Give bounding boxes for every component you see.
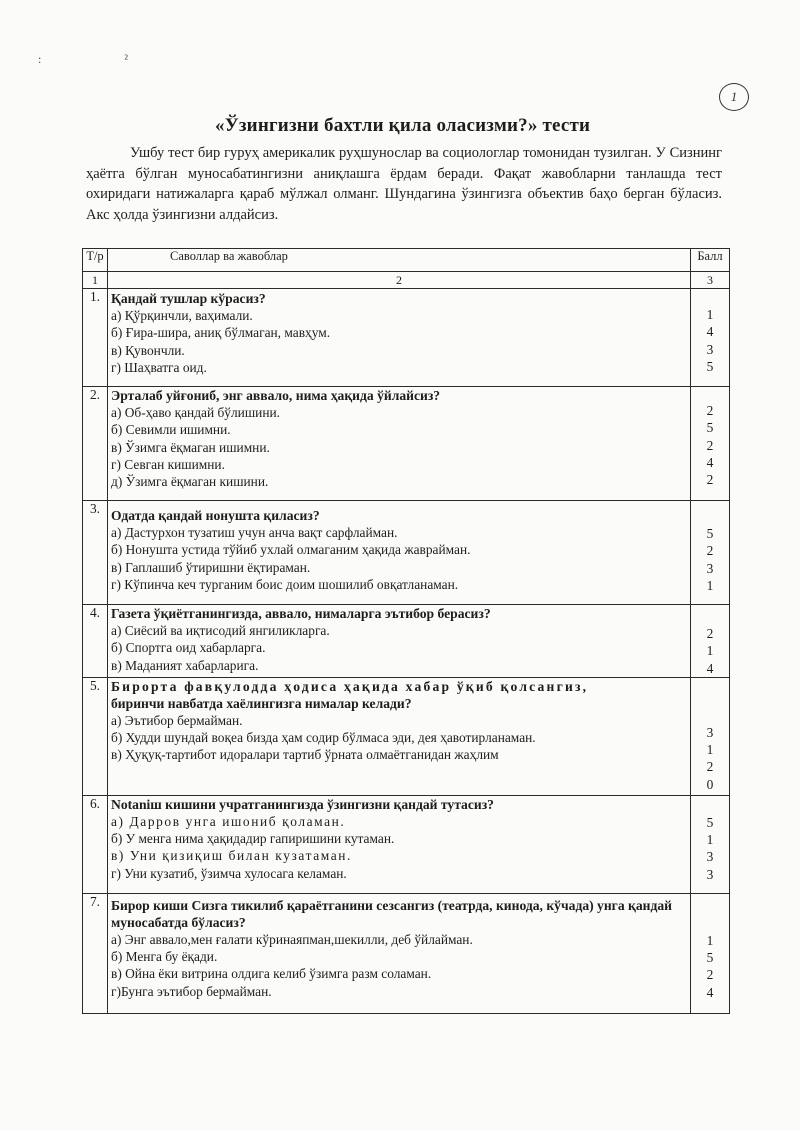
question-number: 5. <box>83 677 108 795</box>
points-value: 1 <box>706 932 714 948</box>
question-cell <box>108 795 691 893</box>
answer-option: б) У менга нима ҳақидадир гапиришини кутаман. <box>111 831 395 847</box>
points-value: 2 <box>706 472 714 488</box>
question-text: Газета ўқиётганингизда, аввало, нималарга эътибор берасиз? <box>111 606 491 621</box>
answer-option: а) Эътибор бермайман. <box>111 712 243 728</box>
answer-option: в) Ойна ёки витрина олдига келиб ўзимга разм соламан. <box>111 966 432 982</box>
points-cell <box>691 387 730 501</box>
points-value: 1 <box>706 577 714 593</box>
index-body: 2 <box>108 272 691 289</box>
answer-option: б) Нонушта устида тўйиб ухлай олмаганим ҳақида жаврайман. <box>111 542 471 558</box>
points-value: 5 <box>706 950 714 966</box>
page-number: 1 <box>719 83 749 111</box>
answer-option: в) Ҳуқуқ-тартибот идоралари тартиб ўрната олмаётганидан жаҳлим <box>111 747 499 763</box>
points-value: 2 <box>706 403 714 418</box>
points-cell <box>691 677 730 795</box>
points-value: 0 <box>706 776 714 792</box>
answer-option: г) Севган кишимни. <box>111 456 225 472</box>
question-row <box>83 893 730 1013</box>
answer-option: в) Маданият хабарларига. <box>111 657 259 673</box>
question-number: 7. <box>83 893 108 1013</box>
points-value: 4 <box>706 984 714 1000</box>
answer-option: г) Шаҳватга оид. <box>111 359 207 375</box>
header-questions: Саволлар ва жавоблар <box>108 249 691 272</box>
points-value: 3 <box>706 866 714 882</box>
question-text: Эрталаб уйғониб, энг аввало, нима ҳақида ўйлайсиз? <box>111 388 441 403</box>
points-value: 3 <box>706 560 714 576</box>
question-text: Қандай тушлар кўрасиз? <box>111 291 266 306</box>
answer-option: в) Ўзимга ёқмаган ишимни. <box>111 439 270 455</box>
question-number: 1. <box>83 289 108 387</box>
points-value: 3 <box>706 724 714 740</box>
answer-option: а) Сиёсий ва иқтисодий янгиликларга. <box>111 623 330 638</box>
points-value: 3 <box>706 849 714 865</box>
header-points: Балл <box>691 249 730 272</box>
points-value: 4 <box>706 660 714 676</box>
points-value: 2 <box>706 437 714 453</box>
question-number: 3. <box>83 501 108 605</box>
answer-option: б) Ғира-шира, аниқ бўлмаган, мавҳум. <box>111 325 331 341</box>
points-value: 5 <box>706 526 714 541</box>
points-value: 1 <box>706 742 714 758</box>
answer-option: г) Уни кузатиб, ўзимча хулосага келаман. <box>111 865 347 881</box>
question-cell <box>108 387 691 501</box>
answer-option: б) Худди шундай воқеа бизда ҳам содир бўлмаса эди, дея ҳавотирланаман. <box>111 730 536 746</box>
question-text: Notaniш кишини учратганингизда ўзингизни қандай тутасиз? <box>111 796 494 812</box>
table-header-row <box>83 249 730 272</box>
points-value: 5 <box>706 420 714 436</box>
points-value: 2 <box>706 543 714 559</box>
question-cell <box>108 893 691 1013</box>
page-title: «Ўзингизни бахтли қила оласизми?» тести <box>215 115 591 136</box>
question-cell <box>108 501 691 605</box>
question-cell <box>108 605 691 678</box>
points-cell <box>691 605 730 678</box>
question-number: 6. <box>83 795 108 893</box>
answer-option: а) Энг аввало,мен ғалати кўринаяпман,шекилли, деб ўйлайман. <box>111 931 473 947</box>
points-value: 5 <box>706 358 714 374</box>
points-cell <box>691 289 730 387</box>
question-row <box>83 501 730 605</box>
intro-paragraph: Ушбу тест бир гуруҳ америкалик руҳшунослар ва социологлар томонидан тузилган. У Сизнинг ҳаётга бўлган муносабатингизни аниқлашга ёрдам беради. Фақат жавобларни танлашда тест охиридаги натижаларга қараб мўлжал олманг. Шундагина ўзингизга объектив баҳо берган бўласиз. Акс ҳолда ўзингизни алдайсиз. <box>86 145 722 223</box>
scan-marks: : ² <box>38 52 168 66</box>
question-text-line1: Бирорта фавқулодда ҳодиса ҳақида хабар ўқиб қолсангиз, <box>111 678 589 694</box>
points-cell <box>691 795 730 893</box>
question-row <box>83 605 730 678</box>
question-number: 4. <box>83 605 108 678</box>
table-index-row <box>83 272 730 289</box>
answer-option: а) Қўрқинчли, ваҳимали. <box>111 308 253 323</box>
points-value: 4 <box>706 324 714 340</box>
points-value: 2 <box>706 626 714 641</box>
index-number: 1 <box>83 272 108 289</box>
answer-option: в) Қувончли. <box>111 342 185 358</box>
answer-option: б) Менга бу ёқади. <box>111 949 218 965</box>
points-cell <box>691 501 730 605</box>
answer-option: д) Ўзимга ёқмаган кишини. <box>111 474 269 490</box>
points-value: 1 <box>706 307 714 322</box>
points-value: 3 <box>706 341 714 357</box>
answer-option: а) Дастурхон тузатиш учун анча вақт сарфлайман. <box>111 525 398 540</box>
points-value: 1 <box>706 832 714 848</box>
question-row <box>83 289 730 387</box>
answer-option: в) Уни қизиқиш билан кузатаман. <box>111 848 352 864</box>
question-text: Бирор киши Сизга тикилиб қараётганини сезсангиз (театрда, кинода, кўчада) унга қандай муносабатда бўласиз? <box>111 897 673 930</box>
points-cell <box>691 893 730 1013</box>
question-row <box>83 387 730 501</box>
index-points: 3 <box>691 272 730 289</box>
question-row <box>83 677 730 795</box>
answer-option: а) Дарров унга ишониб қоламан. <box>111 813 346 829</box>
answer-option: г)Бунга эътибор бермайман. <box>111 983 272 999</box>
question-row <box>83 795 730 893</box>
points-value: 4 <box>706 454 714 470</box>
points-value: 2 <box>706 967 714 983</box>
question-text: биринчи навбатда хаёлингизга нималар келади? <box>111 695 412 711</box>
answer-option: б) Севимли ишимни. <box>111 422 231 438</box>
points-value: 2 <box>706 759 714 775</box>
questions-body <box>83 289 730 1014</box>
points-value: 1 <box>706 643 714 659</box>
answer-option: г) Кўпинча кеч турганим боис доим шошилиб овқатланаман. <box>111 576 459 592</box>
answer-option: а) Об-ҳаво қандай бўлишини. <box>111 405 281 420</box>
answer-option: в) Гаплашиб ўтиришни ёқтираман. <box>111 559 311 575</box>
header-number: Т/р <box>83 249 108 272</box>
question-cell <box>108 677 691 795</box>
question-cell <box>108 289 691 387</box>
question-text: Одатда қандай нонушта қиласиз? <box>111 508 320 523</box>
question-number: 2. <box>83 387 108 501</box>
answer-option: б) Спортга оид хабарларга. <box>111 640 266 656</box>
test-table <box>82 248 730 1014</box>
points-value: 5 <box>706 814 714 830</box>
